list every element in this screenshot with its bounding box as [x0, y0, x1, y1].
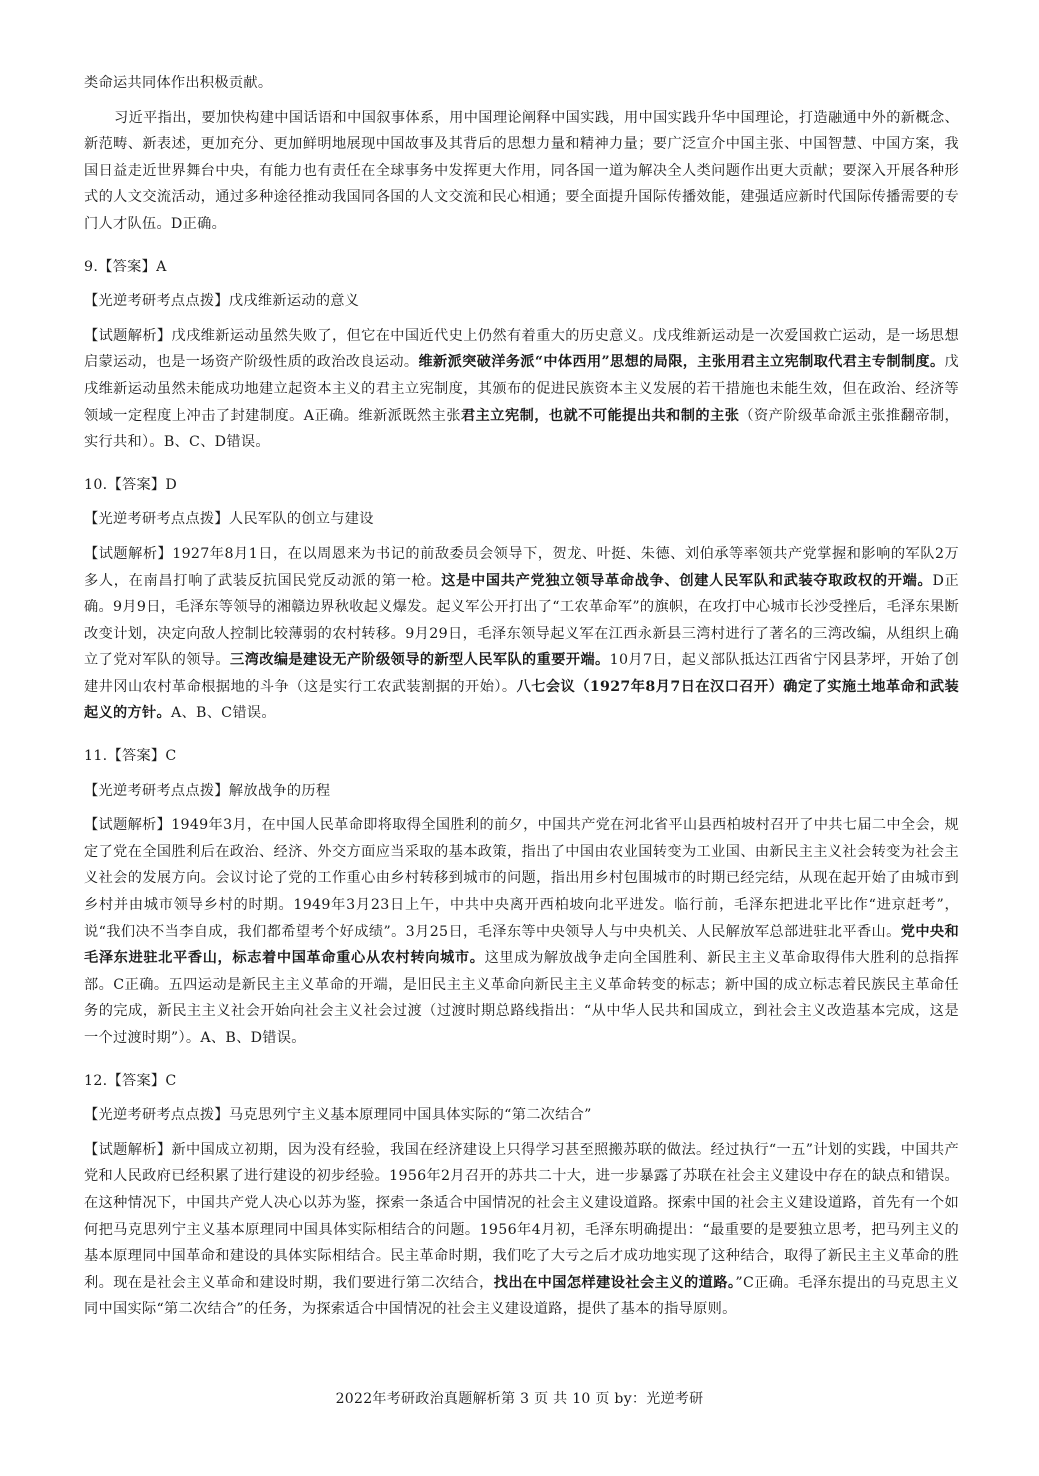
- answer-line: 9.【答案】A: [84, 258, 167, 275]
- analysis-text: 戊戌维新运动虽然未能成功地建立起资本主义的君主立宪制度，其颁布的促进民族资本主义发展的若干措施也未能生效，但在政治、经济等领域一定程度上冲击了封建制度。A正确。维新派既然主张: [84, 354, 959, 424]
- question-12: [84, 1068, 959, 1323]
- question-10: [84, 472, 959, 727]
- analysis-paragraph: [84, 541, 959, 727]
- key-point-line: [84, 506, 959, 533]
- analysis-bold-text: 找出在中国怎样建设社会主义的道路。: [493, 1274, 736, 1291]
- page-footer: 2022年考研政治真题解析第 3 页 共 10 页 by：光逆考研: [335, 1391, 704, 1407]
- analysis-bold-text: 维新派突破洋务派“中体西用”思想的局限，主张用君主立宪制取代君主专制制度。: [418, 354, 945, 371]
- analysis-text: （资产阶级革命派主张推翻帝制，实行共和）。B、C、D错误。: [84, 407, 959, 451]
- question-11: [84, 743, 959, 1052]
- analysis-bold-text: 君主立宪制，也就不可能提出共和制的主张: [461, 407, 740, 424]
- analysis-label: 【试题解析】: [84, 817, 172, 834]
- analysis-text: 这里成为解放战争走向全国胜利、新民主主义革命取得伟大胜利的总指挥部。C正确。五四运动是新民主主义革命的开端，是旧民主主义革命向新民主主义革命转变的标志；新中国的成立标志着民族民主革命任务的完成，新民主主义社会开始向社会主义社会过渡（过渡时期总路线指出：“从中华人民共和国成立，到社会主义改造基本完成，这是一个过渡时期”）。A、B、D错误。: [84, 950, 959, 1046]
- analysis-text: 新中国成立初期，因为没有经验，我国在经济建设上只得学习甚至照搬苏联的做法。经过执行“一五”计划的实践，中国共产党和人民政府已经积累了进行建设的初步经验。1956年2月召开的苏共二十大，进一步暴露了苏联在社会主义建设中存在的缺点和错误。在这种情况下，中国共产党人决心以苏为鉴，探索一条适合中国情况的社会主义建设道路。探索中国的社会主义建设道路，首先有一个如何把马克思列宁主义基本原理同中国具体实际相结合的问题。1956年4月初，毛泽东明确提出：“最重要的是要独立思考，把马列主义的基本原理同中国革命和建设的具体实际相结合。民主革命时期，我们吃了大亏之后才成功地实现了这种结合，取得了新民主主义革命的胜利。现在是社会主义革命和建设时期，我们要进行第二次结合，: [84, 1141, 959, 1291]
- analysis-text: A、B、C错误。: [170, 705, 276, 722]
- question-9: [84, 254, 959, 456]
- analysis-bold-text: 八七会议（1927年8月7日在汉口召开）确定了实施土地革命和武装起义的方针。: [84, 678, 959, 722]
- key-point-text: 解放战争的历程: [228, 782, 331, 799]
- answer-line: 10.【答案】D: [84, 476, 178, 493]
- document-page: [84, 70, 959, 1323]
- key-point-text: 马克思列宁主义基本原理同中国具体实际的“第二次结合”: [228, 1107, 592, 1124]
- analysis-text: 10月7日，起义部队抵达江西省宁冈县茅坪，开始了创建井冈山农村革命根据地的斗争（这是实行工农武装割据的开始）。: [84, 652, 959, 695]
- intro-paragraph: 习近平指出，要加快构建中国话语和中国叙事体系，用中国理论阐释中国实践，用中国实践升华中国理论，打造融通中外的新概念、新范畴、新表述，更加充分、更加鲜明地展现中国故事及其背后的思想力量和精神力量；要广泛宣介中国主张、中国智慧、中国方案，我国日益走近世界舞台中央，有能力也有责任在全球事务中发挥更大作用，同各国一道为解决全人类问题作出更大贡献；要深入开展各种形式的人文交流活动，通过多种途径推动我国同各国的人文交流和民心相通；要全面提升国际传播效能，建强适应新时代国际传播需要的专门人才队伍。D正确。: [84, 109, 959, 232]
- analysis-text: 1927年8月1日，在以周恩来为书记的前敌委员会领导下，贺龙、叶挺、朱德、刘伯承等率领共产党掌握和影响的军队2万多人，在南昌打响了武装反抗国民党反动派的第一枪。: [84, 545, 959, 589]
- key-point-line: [84, 288, 959, 315]
- analysis-paragraph: [84, 1137, 959, 1323]
- key-point-line: [84, 1102, 959, 1129]
- analysis-bold-text: 党中央和毛泽东进驻北平香山，标志着中国革命重心从农村转向城市。: [84, 923, 959, 967]
- analysis-label: 【试题解析】: [84, 327, 172, 344]
- key-point-text: 戊戌维新运动的意义: [228, 293, 360, 310]
- key-point-line: [84, 778, 959, 805]
- analysis-text: D正确。9月9日，毛泽东等领导的湘赣边界秋收起义爆发。起义军公开打出了“工农革命军”的旗帜，在攻打中心城市长沙受挫后，毛泽东果断改变计划，决定向敌人控制比较薄弱的农村转移。9月29日，毛泽东领导起义军在江西永新县三湾村进行了著名的三湾改编，从组织上确立了党对军队的领导。: [84, 572, 959, 669]
- key-point-label: 【光逆考研考点点拨】: [84, 1107, 229, 1124]
- analysis-paragraph: [84, 323, 959, 456]
- analysis-text: 1949年3月，在中国人民革命即将取得全国胜利的前夕，中国共产党在河北省平山县西柏坡村召开了中共七届二中全会，规定了党在全国胜利后在政治、经济、外交方面应当采取的基本政策，指出了中国由农业国转变为工业国、由新民主主义社会转变为社会主义社会的发展方向。会议讨论了党的工作重心由乡村转移到城市的问题，指出用乡村包围城市的时期已经完结，从现在起开始了由城市到乡村并由城市领导乡村的时期。1949年3月23日上午，中共中央离开西柏坡向北平进发。临行前，毛泽东把进北平比作“进京赶考”，说“我们决不当李自成，我们都希望考个好成绩”。3月25日，毛泽东等中央领导人与中央机关、人民解放军总部进驻北平香山。: [84, 817, 959, 940]
- answer-line: 11.【答案】C: [84, 748, 177, 765]
- analysis-label: 【试题解析】: [84, 1141, 172, 1158]
- key-point-label: 【光逆考研考点点拨】: [84, 293, 229, 310]
- analysis-paragraph: [84, 812, 959, 1051]
- analysis-bold-text: 三湾改编是建设无产阶级领导的新型人民军队的重要开端。: [230, 652, 610, 669]
- answer-line: 12.【答案】C: [84, 1072, 177, 1089]
- key-point-label: 【光逆考研考点点拨】: [84, 782, 229, 799]
- analysis-label: 【试题解析】: [84, 545, 173, 562]
- analysis-bold-text: 这是中国共产党独立领导革命战争、创建人民军队和武装夺取政权的开端。: [441, 572, 933, 589]
- key-point-label: 【光逆考研考点点拨】: [84, 511, 229, 528]
- analysis-text: 戊戌维新运动虽然失败了，但它在中国近代史上仍然有着重大的历史意义。戊戌维新运动是一次爱国救亡运动，是一场思想启蒙运动，也是一场资产阶级性质的政治改良运动。: [84, 327, 959, 371]
- analysis-text: ”C正确。毛泽东提出的马克思主义同中国实际“第二次结合”的任务，为探索适合中国情况的社会主义建设道路，提供了基本的指导原则。: [84, 1274, 959, 1318]
- continued-line: 类命运共同体作出积极贡献。: [84, 75, 273, 91]
- key-point-text: 人民军队的创立与建设: [228, 511, 374, 528]
